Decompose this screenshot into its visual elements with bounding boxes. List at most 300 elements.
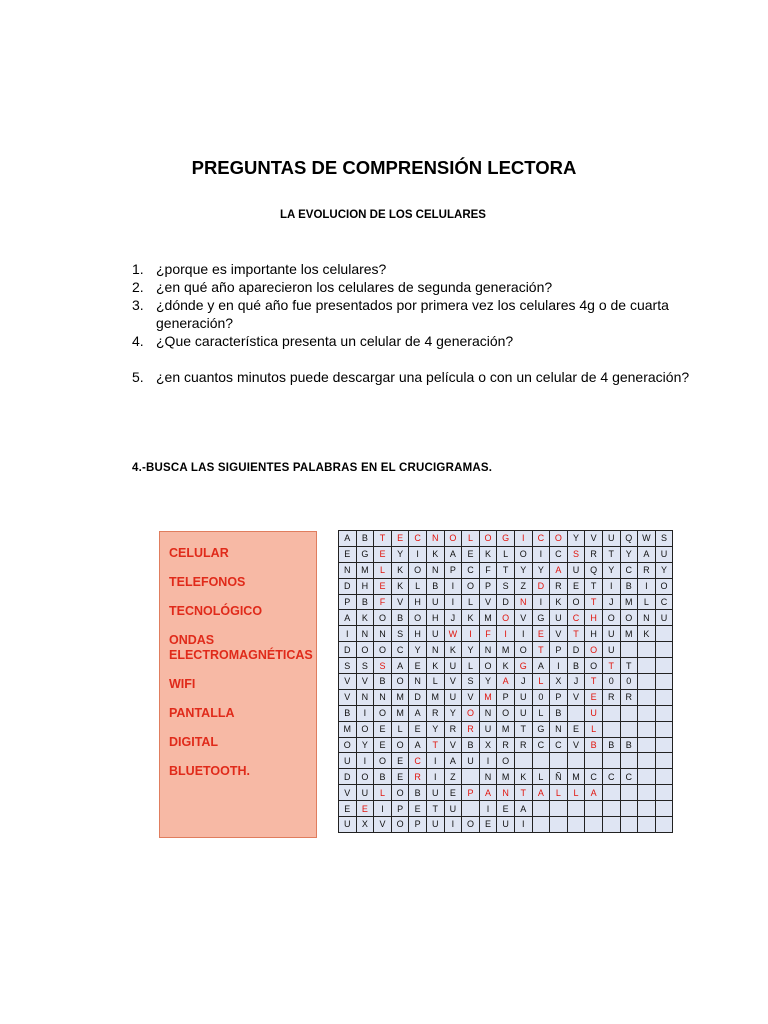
grid-cell: N <box>514 594 532 610</box>
grid-cell: K <box>356 610 374 626</box>
grid-cell: E <box>391 531 409 547</box>
grid-cell <box>550 801 568 817</box>
grid-cell: O <box>391 737 409 753</box>
question-item <box>132 332 692 350</box>
grid-cell: L <box>532 705 550 721</box>
grid-cell <box>638 769 656 785</box>
grid-cell: E <box>391 769 409 785</box>
grid-cell: E <box>374 578 392 594</box>
grid-cell: B <box>620 737 638 753</box>
grid-cell: S <box>655 531 673 547</box>
grid-cell: A <box>391 658 409 674</box>
question-number: 5. <box>132 369 144 385</box>
grid-cell: O <box>620 610 638 626</box>
grid-cell: V <box>567 689 585 705</box>
grid-cell: G <box>356 546 374 562</box>
grid-cell: O <box>602 610 620 626</box>
grid-cell: E <box>567 578 585 594</box>
grid-cell: V <box>391 594 409 610</box>
grid-cell: M <box>479 610 497 626</box>
grid-cell <box>638 705 656 721</box>
grid-cell: V <box>567 737 585 753</box>
grid-cell: U <box>514 705 532 721</box>
grid-cell: I <box>426 753 444 769</box>
grid-cell: U <box>655 546 673 562</box>
question-text: ¿en cuantos minutos puede descargar una película o con un celular de 4 generación? <box>156 369 690 385</box>
grid-cell: E <box>374 737 392 753</box>
grid-row <box>339 594 673 610</box>
grid-row <box>339 562 673 578</box>
grid-cell <box>638 753 656 769</box>
grid-row <box>339 753 673 769</box>
grid-cell: T <box>585 578 603 594</box>
grid-cell: Q <box>585 562 603 578</box>
word-list-item: WIFI <box>169 676 196 691</box>
grid-cell <box>532 801 550 817</box>
grid-cell: C <box>655 594 673 610</box>
grid-cell <box>585 817 603 833</box>
grid-cell: O <box>462 817 480 833</box>
grid-cell: A <box>497 674 515 690</box>
grid-cell: K <box>391 562 409 578</box>
grid-cell <box>655 674 673 690</box>
grid-cell: C <box>620 769 638 785</box>
grid-cell: M <box>497 769 515 785</box>
grid-cell <box>620 705 638 721</box>
grid-cell: A <box>479 785 497 801</box>
grid-cell: E <box>567 721 585 737</box>
grid-cell: A <box>532 785 550 801</box>
word-list-item: PANTALLA <box>169 705 235 720</box>
grid-cell: Z <box>514 578 532 594</box>
grid-cell: Z <box>444 769 462 785</box>
grid-cell: Y <box>567 531 585 547</box>
grid-cell: P <box>339 594 357 610</box>
grid-cell: F <box>374 594 392 610</box>
grid-cell: U <box>479 721 497 737</box>
grid-cell: I <box>532 594 550 610</box>
grid-cell: Y <box>409 642 427 658</box>
grid-cell: O <box>497 610 515 626</box>
grid-cell: B <box>550 705 568 721</box>
grid-cell <box>655 658 673 674</box>
grid-cell: T <box>514 785 532 801</box>
grid-cell: U <box>497 817 515 833</box>
grid-cell <box>620 721 638 737</box>
grid-cell: B <box>374 769 392 785</box>
grid-cell <box>567 705 585 721</box>
grid-cell: U <box>550 610 568 626</box>
word-list-item: DIGITAL <box>169 734 219 749</box>
grid-cell: I <box>514 817 532 833</box>
grid-row <box>339 689 673 705</box>
grid-cell <box>655 817 673 833</box>
grid-cell: U <box>585 705 603 721</box>
grid-cell: O <box>514 546 532 562</box>
grid-cell: N <box>426 642 444 658</box>
grid-cell: N <box>356 689 374 705</box>
grid-cell <box>532 753 550 769</box>
grid-cell: U <box>567 562 585 578</box>
grid-cell: M <box>497 642 515 658</box>
grid-cell: V <box>356 674 374 690</box>
grid-cell: O <box>462 578 480 594</box>
word-list-item: TELEFONOS <box>169 575 246 589</box>
page-title: PREGUNTAS DE COMPRENSIÓN LECTORA <box>191 157 577 178</box>
grid-cell <box>585 753 603 769</box>
grid-cell: E <box>409 658 427 674</box>
grid-cell: V <box>462 689 480 705</box>
grid-cell: C <box>391 642 409 658</box>
grid-cell <box>655 642 673 658</box>
grid-row <box>339 785 673 801</box>
grid-row <box>339 817 673 833</box>
grid-cell: R <box>620 689 638 705</box>
grid-cell: D <box>339 642 357 658</box>
grid-cell: C <box>550 546 568 562</box>
grid-cell: M <box>391 689 409 705</box>
grid-cell: A <box>550 562 568 578</box>
grid-cell: D <box>497 594 515 610</box>
grid-cell: D <box>339 578 357 594</box>
grid-cell: K <box>638 626 656 642</box>
grid-cell: J <box>514 674 532 690</box>
grid-cell: N <box>426 531 444 547</box>
grid-cell: S <box>497 578 515 594</box>
grid-cell: O <box>391 674 409 690</box>
grid-cell: P <box>462 785 480 801</box>
grid-cell: K <box>479 546 497 562</box>
question-text: ¿porque es importante los celulares? <box>156 261 387 277</box>
word-list <box>160 532 316 778</box>
grid-cell: K <box>497 658 515 674</box>
grid-cell: E <box>374 721 392 737</box>
grid-cell: X <box>550 674 568 690</box>
grid-cell <box>602 785 620 801</box>
grid-cell: O <box>462 705 480 721</box>
grid-cell <box>532 817 550 833</box>
grid-cell: Y <box>479 674 497 690</box>
grid-cell: J <box>444 610 462 626</box>
grid-cell: I <box>479 753 497 769</box>
question-item <box>132 260 692 278</box>
grid-cell <box>620 642 638 658</box>
grid-cell <box>602 753 620 769</box>
grid-cell: V <box>444 737 462 753</box>
grid-cell: I <box>497 626 515 642</box>
grid-cell: E <box>462 546 480 562</box>
grid-cell: E <box>585 689 603 705</box>
grid-cell: T <box>426 737 444 753</box>
grid-row <box>339 531 673 547</box>
word-list-item: CELULAR <box>169 546 229 560</box>
grid-cell: U <box>655 610 673 626</box>
grid-cell: O <box>497 705 515 721</box>
grid-cell: E <box>339 546 357 562</box>
grid-cell: U <box>602 531 620 547</box>
grid-cell: H <box>585 626 603 642</box>
grid-cell: W <box>638 531 656 547</box>
grid-cell: V <box>374 817 392 833</box>
grid-cell: U <box>514 689 532 705</box>
grid-cell: A <box>409 737 427 753</box>
grid-cell <box>602 705 620 721</box>
grid-cell: V <box>550 626 568 642</box>
grid-cell: L <box>567 785 585 801</box>
grid-cell: 0 <box>602 674 620 690</box>
grid-cell: C <box>532 531 550 547</box>
grid-cell: U <box>339 817 357 833</box>
grid-cell: U <box>444 689 462 705</box>
grid-cell: C <box>409 531 427 547</box>
grid-cell <box>655 785 673 801</box>
grid-cell: O <box>356 721 374 737</box>
grid-cell: I <box>444 817 462 833</box>
grid-cell: J <box>602 594 620 610</box>
grid-cell: N <box>497 785 515 801</box>
grid-cell <box>550 817 568 833</box>
grid-cell: E <box>409 801 427 817</box>
grid-cell: E <box>374 546 392 562</box>
grid-cell: T <box>532 642 550 658</box>
grid-cell: U <box>602 642 620 658</box>
grid-cell: N <box>550 721 568 737</box>
grid-cell <box>655 737 673 753</box>
grid-cell <box>638 737 656 753</box>
grid-cell: B <box>462 737 480 753</box>
grid-cell: K <box>426 546 444 562</box>
grid-cell: I <box>356 705 374 721</box>
grid-cell: V <box>339 785 357 801</box>
grid-cell: Y <box>426 721 444 737</box>
grid-cell: Y <box>655 562 673 578</box>
grid-cell: I <box>638 578 656 594</box>
grid-cell: N <box>479 769 497 785</box>
grid-cell: T <box>497 562 515 578</box>
grid-cell: N <box>374 689 392 705</box>
grid-cell: A <box>409 705 427 721</box>
grid-cell: D <box>339 769 357 785</box>
grid-cell: R <box>585 546 603 562</box>
grid-cell: Y <box>444 705 462 721</box>
question-text: ¿Que característica presenta un celular de 4 generación? <box>156 333 514 349</box>
grid-cell: K <box>462 610 480 626</box>
grid-cell: I <box>532 546 550 562</box>
grid-cell: I <box>514 626 532 642</box>
question-number: 4. <box>132 333 144 349</box>
grid-cell: M <box>356 562 374 578</box>
grid-cell: B <box>374 674 392 690</box>
grid-cell: L <box>391 721 409 737</box>
grid-cell <box>567 753 585 769</box>
grid-cell: O <box>585 642 603 658</box>
grid-cell: H <box>356 578 374 594</box>
grid-cell: K <box>426 658 444 674</box>
grid-cell: L <box>532 674 550 690</box>
grid-cell <box>550 753 568 769</box>
grid-cell: C <box>585 769 603 785</box>
page-subtitle <box>0 209 768 221</box>
grid-cell: O <box>374 705 392 721</box>
grid-cell: I <box>602 578 620 594</box>
grid-cell: L <box>532 769 550 785</box>
grid-cell <box>655 769 673 785</box>
grid-cell <box>655 721 673 737</box>
grid-cell <box>655 705 673 721</box>
grid-cell: U <box>462 753 480 769</box>
grid-cell: U <box>339 753 357 769</box>
grid-cell: N <box>409 674 427 690</box>
grid-cell: M <box>479 689 497 705</box>
grid-cell <box>638 658 656 674</box>
grid-cell: P <box>497 689 515 705</box>
grid-cell: P <box>444 562 462 578</box>
grid-cell: X <box>356 817 374 833</box>
grid-cell: C <box>602 769 620 785</box>
grid-cell: I <box>444 594 462 610</box>
grid-row <box>339 658 673 674</box>
grid-row <box>339 546 673 562</box>
grid-cell: M <box>620 626 638 642</box>
grid-cell: O <box>585 658 603 674</box>
grid-cell <box>567 801 585 817</box>
grid-cell: T <box>567 626 585 642</box>
grid-cell <box>462 801 480 817</box>
grid-cell: R <box>444 721 462 737</box>
grid-cell: C <box>532 737 550 753</box>
grid-cell: O <box>339 737 357 753</box>
grid-cell: U <box>602 626 620 642</box>
grid-cell: A <box>532 658 550 674</box>
grid-cell: S <box>462 674 480 690</box>
question-item <box>132 278 692 296</box>
grid-cell <box>602 817 620 833</box>
grid-cell: L <box>585 721 603 737</box>
grid-row <box>339 737 673 753</box>
grid-cell: A <box>638 546 656 562</box>
grid-cell: Y <box>514 562 532 578</box>
grid-cell: D <box>532 578 550 594</box>
section-heading: 4.-BUSCA LAS SIGUIENTES PALABRAS EN EL CRUCIGRAMAS. <box>132 462 493 474</box>
grid-cell: R <box>602 689 620 705</box>
grid-cell: U <box>444 658 462 674</box>
grid-row <box>339 626 673 642</box>
grid-cell: G <box>497 531 515 547</box>
grid-cell: V <box>339 689 357 705</box>
grid-cell: P <box>550 642 568 658</box>
grid-cell: Y <box>620 546 638 562</box>
word-list-item: BLUETOOTH. <box>169 763 251 778</box>
subtitle-text: LA EVOLUCION DE LOS CELULARES <box>280 209 486 221</box>
grid-cell: Q <box>620 531 638 547</box>
grid-cell: T <box>602 546 620 562</box>
grid-cell: N <box>339 562 357 578</box>
grid-cell: B <box>567 658 585 674</box>
grid-cell <box>655 753 673 769</box>
grid-cell: U <box>444 801 462 817</box>
grid-cell <box>655 626 673 642</box>
question-list <box>132 260 692 386</box>
grid-cell: O <box>409 610 427 626</box>
grid-cell: R <box>550 578 568 594</box>
grid-cell <box>462 769 480 785</box>
grid-cell: Y <box>462 642 480 658</box>
grid-cell: L <box>638 594 656 610</box>
question-item <box>132 296 692 332</box>
grid-cell: N <box>638 610 656 626</box>
grid-cell: X <box>479 737 497 753</box>
grid-cell: O <box>514 642 532 658</box>
grid-cell: O <box>567 594 585 610</box>
grid-cell: S <box>339 658 357 674</box>
grid-row <box>339 610 673 626</box>
word-list-box <box>159 531 317 838</box>
grid-cell <box>620 753 638 769</box>
grid-cell: G <box>532 610 550 626</box>
grid-cell: R <box>426 705 444 721</box>
grid-cell: T <box>514 721 532 737</box>
grid-cell: H <box>409 626 427 642</box>
grid-cell <box>655 689 673 705</box>
grid-cell: G <box>532 721 550 737</box>
grid-cell: S <box>356 658 374 674</box>
grid-cell: L <box>497 546 515 562</box>
grid-cell: T <box>602 658 620 674</box>
grid-cell: E <box>409 721 427 737</box>
grid-cell: I <box>444 578 462 594</box>
grid-cell: N <box>356 626 374 642</box>
grid-cell: T <box>585 594 603 610</box>
grid-cell: I <box>550 658 568 674</box>
grid-cell: R <box>638 562 656 578</box>
grid-cell: E <box>339 801 357 817</box>
grid-cell: C <box>409 753 427 769</box>
grid-cell: E <box>391 753 409 769</box>
grid-row <box>339 578 673 594</box>
grid-cell: U <box>426 785 444 801</box>
word-list-item: ONDAS ELECTROMAGNÉTICAS <box>169 633 313 662</box>
question-number: 2. <box>132 279 144 295</box>
grid-cell: I <box>409 546 427 562</box>
grid-cell: R <box>409 769 427 785</box>
grid-cell: O <box>479 531 497 547</box>
grid-cell: D <box>567 642 585 658</box>
grid-cell <box>620 801 638 817</box>
grid-cell: 0 <box>620 674 638 690</box>
grid-cell: E <box>497 801 515 817</box>
grid-cell: B <box>585 737 603 753</box>
grid-cell: C <box>620 562 638 578</box>
grid-cell: O <box>409 562 427 578</box>
grid-cell: U <box>426 594 444 610</box>
grid-cell <box>620 785 638 801</box>
grid-cell: N <box>479 642 497 658</box>
question-number: 1. <box>132 261 144 277</box>
question-item <box>132 368 692 386</box>
grid-cell: E <box>479 817 497 833</box>
grid-cell <box>585 801 603 817</box>
grid-cell: V <box>444 674 462 690</box>
grid-cell: 0 <box>532 689 550 705</box>
grid-cell <box>638 689 656 705</box>
grid-cell: I <box>356 753 374 769</box>
grid-cell: R <box>497 737 515 753</box>
grid-cell: L <box>374 785 392 801</box>
grid-cell: K <box>444 642 462 658</box>
grid-cell: A <box>339 610 357 626</box>
grid-cell <box>638 674 656 690</box>
grid-row <box>339 801 673 817</box>
